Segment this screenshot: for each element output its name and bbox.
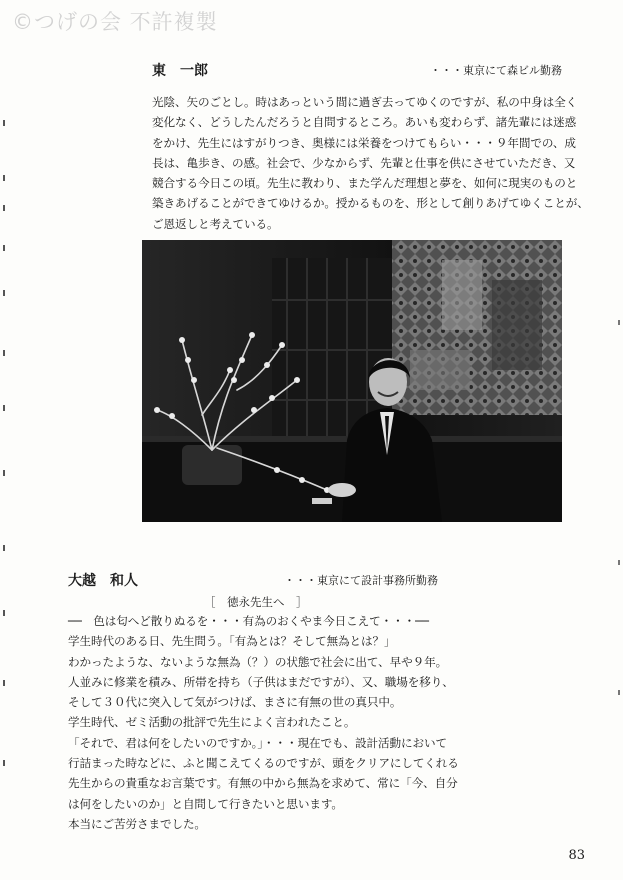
text-line: 競合する今日この頃。先生に教わり、また学んだ理想と夢を、如何に現実のものと (152, 176, 578, 191)
author-name: 東 一郎 (152, 63, 208, 79)
author-affiliation: ・・・東京にて設計事務所勤務 (284, 574, 438, 587)
page-number: 83 (568, 848, 585, 863)
dedication-heading: ［ 徳永先生へ ］ (204, 595, 308, 609)
text-line: 学生時代、ゼミ活動の批評で先生によく言われたこと。 (68, 715, 356, 730)
section2-header (68, 570, 438, 592)
text-line: ご恩返しと考えている。 (152, 216, 279, 231)
section2-text (68, 611, 468, 834)
text-line: 光陰、矢のごとし。時はあっという間に過ぎ去ってゆくのですが、私の中身は全く (152, 95, 578, 109)
text-line: は何をしたいのか」と自問して行きたいと思います。 (68, 796, 343, 811)
copyright-watermark: ©つげの会 不許複製 (12, 10, 218, 34)
text-line: 長は、亀歩き、の感。社会で、少なからず、先輩と仕事を供にさせていただき、又 (152, 155, 576, 170)
text-line: をかけ、先生にはすがりつき、奥様には栄養をつけてもらい・・・９年間での、成 (152, 135, 576, 150)
portrait-photo (142, 240, 562, 522)
text-line: ── 色は匂へど散りぬるを・・・有為のおくやま今日こえて・・・── (68, 614, 429, 628)
text-line: そして３０代に突入して気がつけば、まさに有無の世の真只中。 (68, 695, 402, 710)
text-line: 人並みに修業を積み、所帯を持ち（子供はまだですが）、又、職場を移り、 (68, 674, 454, 689)
text-line: 学生時代のある日、先生問う。「有為とは？そして無為とは？」 (68, 634, 396, 649)
text-line: 築きあげることができてゆけるか。授かるものを、形として創りあげてゆくことが、 (152, 196, 589, 211)
text-line: 本当にご苦労さまでした。 (68, 816, 206, 831)
text-line: 「それで、君は何をしたいのですか。」・・・現在でも、設計活動において (68, 735, 447, 750)
text-line: 先生からの貴重なお言葉です。有無の中から無為を求めて、常に「今、自分 (68, 776, 458, 791)
text-line: わかったような、ないような無為（？）の状態で社会に出て、早や９年。 (68, 654, 448, 669)
author-affiliation: ・・・東京にて森ビル勤務 (430, 64, 562, 77)
text-line: 行詰まった時などに、ふと聞こえてくるのですが、頭をクリアにしてくれる (68, 756, 459, 771)
section1-header (152, 60, 562, 80)
text-line: 変化なく、どうしたんだろうと自問するところ。あいも変わらず、諸先輩には迷惑 (152, 115, 577, 130)
author-name: 大越 和人 (68, 573, 138, 589)
section1-text (152, 92, 589, 234)
left-binding-marks (0, 0, 10, 880)
right-edge-marks (615, 0, 623, 880)
